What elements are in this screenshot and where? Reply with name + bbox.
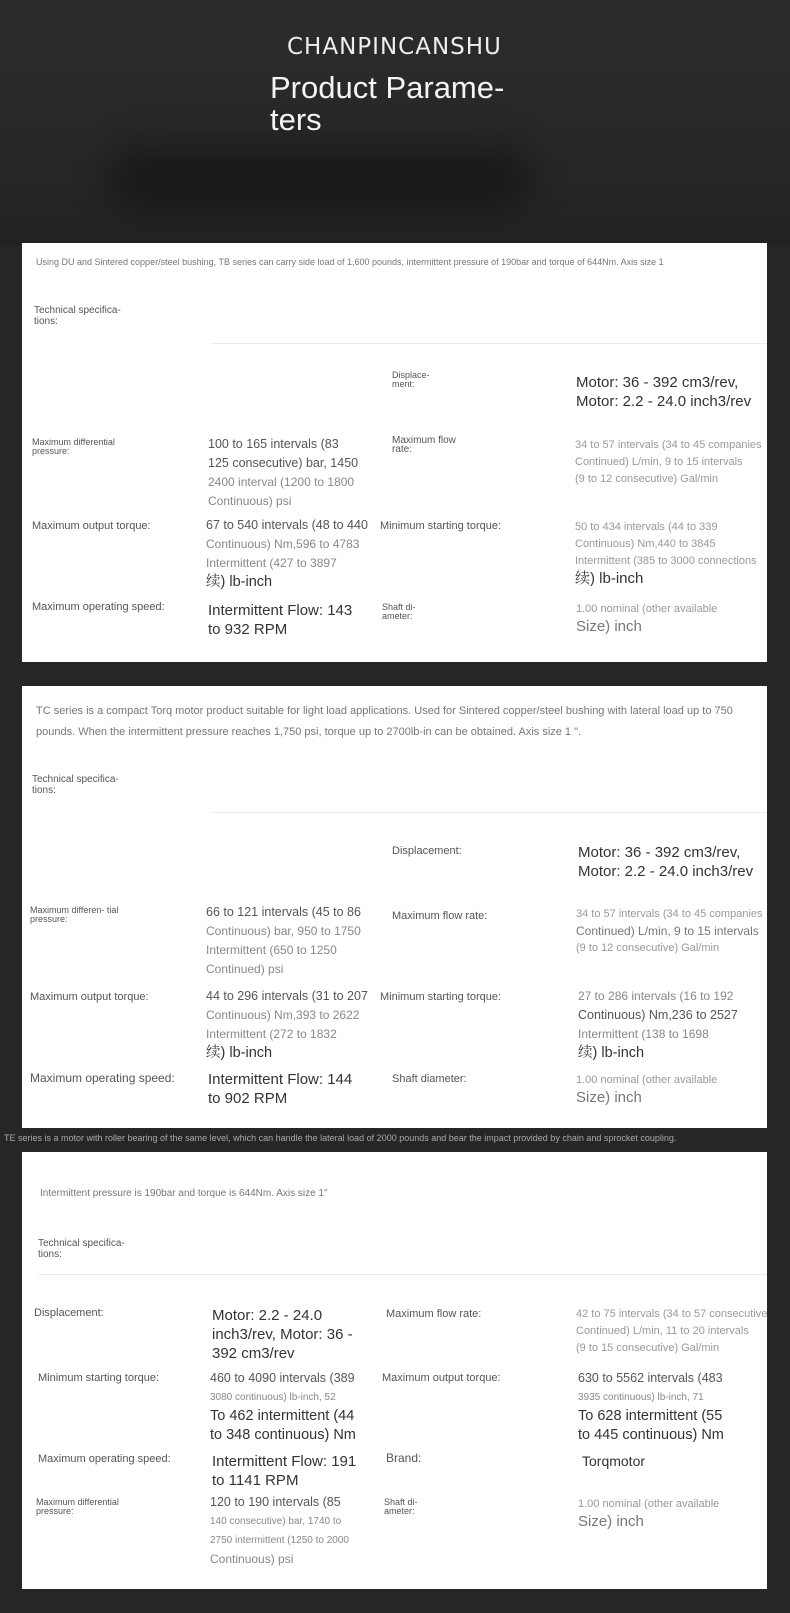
tb-series-card (22, 243, 767, 662)
tb-shaft-diameter-value: 1.00 nominal (other available Size) inch (576, 603, 718, 635)
te-displacement-value: Motor: 2.2 - 24.0 inch3/rev, Motor: 36 - 392 cm3/rev (212, 1307, 353, 1362)
tc-max-diff-pressure-label: Maximum differen- tial pressure: (30, 905, 119, 924)
te-displacement-label: Displacement: (34, 1307, 104, 1319)
tc-intro-text: TC series is a compact Torq motor product suitable for light load applications. Used for Sintered copper/steel bushing with lateral load up to 750 pounds. When the intermittent pressure reaches 1,750 psi, torque up to 2700lb-in can be obtained. Axis size 1 ". (36, 705, 733, 738)
tc-shaft-diameter-value: 1.00 nominal (other available Size) inch (576, 1074, 718, 1106)
tb-intro-text: Using DU and Sintered copper/steel bushing, TB series can carry side load of 1,600 pounds, intermittent pressure of 190bar and torque of 644Nm. Axis size 1 (36, 257, 664, 267)
tc-tech-spec-label: Technical specifica- tions: (32, 774, 119, 796)
tc-max-flow-rate-value: 34 to 57 intervals (34 to 45 companies Continued) L/min, 9 to 15 intervals (9 to 12 consecutive) Gal/min (576, 908, 763, 954)
te-shaft-diameter-label: Shaft di- ameter: (384, 1497, 418, 1516)
te-divider (38, 1274, 767, 1275)
tb-max-diff-pressure-label: Maximum differential pressure: (32, 437, 115, 456)
te-intro-text: Intermittent pressure is 190bar and torque is 644Nm. Axis size 1" (40, 1188, 328, 1199)
tb-divider (212, 343, 767, 344)
tc-max-diff-pressure-value: 66 to 121 intervals (45 to 86 Continuous) bar, 950 to 1750 Intermittent (650 to 1250 Continued) psi (206, 905, 361, 976)
tb-displacement-label: Displace- ment: (392, 370, 430, 389)
te-max-output-torque-value: 630 to 5562 intervals (483 3935 continuous) lb-inch, 71 To 628 intermittent (55 to 445 continuous) Nm (578, 1371, 724, 1443)
tc-max-output-torque-value: 44 to 296 intervals (31 to 207 Continuous) Nm,393 to 2622 Intermittent (272 to 1832 续) lb-inch (206, 989, 368, 1061)
page-title: Product Parame- ters (270, 70, 505, 137)
tc-max-speed-value: Intermittent Flow: 144 to 902 RPM (208, 1071, 353, 1107)
tb-displacement-value: Motor: 36 - 392 cm3/rev, Motor: 2.2 - 24.0 inch3/rev (576, 374, 752, 410)
te-max-diff-pressure-value: 120 to 190 intervals (85 140 consecutive) bar, 1740 to 2750 intermittent (1250 to 2000 Continuous) psi (210, 1495, 349, 1566)
tc-series-card (22, 686, 767, 1128)
tb-shaft-diameter-label: Shaft di- ameter: (382, 602, 416, 621)
tc-displacement-label: Displacement: (392, 845, 462, 857)
header-shadow (110, 148, 530, 208)
tc-displacement-value: Motor: 36 - 392 cm3/rev, Motor: 2.2 - 24.0 inch3/rev (578, 844, 754, 880)
te-tech-spec-label: Technical specifica- tions: (38, 1238, 125, 1260)
tb-max-speed-label: Maximum operating speed: (32, 601, 165, 613)
tc-min-start-torque-value: 27 to 286 intervals (16 to 192 Continuous) Nm,236 to 2527 Intermittent (138 to 1698 续) lb-inch (578, 989, 738, 1061)
te-min-start-torque-value: 460 to 4090 intervals (389 3080 continuous) lb-inch, 52 To 462 intermittent (44 to 348 continuous) Nm (210, 1371, 356, 1443)
te-notice-text: TE series is a motor with roller bearing of the same level, which can handle the lateral load of 2000 pounds and bear the impact provided by chain and sprocket coupling. (4, 1133, 677, 1143)
tb-min-start-torque-label: Minimum starting torque: (380, 520, 502, 532)
te-max-flow-rate-label: Maximum flow rate: (386, 1308, 482, 1320)
tb-tech-spec-label: Technical specifica- tions: (34, 305, 121, 327)
tc-max-output-torque-label: Maximum output torque: (30, 991, 149, 1003)
te-min-start-torque-label: Minimum starting torque: (38, 1372, 160, 1384)
te-shaft-diameter-value: 1.00 nominal (other available Size) inch (578, 1498, 720, 1530)
tc-shaft-diameter-label: Shaft diameter: (392, 1073, 467, 1085)
te-max-speed-value: Intermittent Flow: 191 to 1141 RPM (212, 1453, 357, 1489)
tb-max-output-torque-label: Maximum output torque: (32, 520, 151, 532)
tb-min-start-torque-value: 50 to 434 intervals (44 to 339 Continuous) Nm,440 to 3845 Intermittent (385 to 3000 connections 续) lb-inch (575, 521, 757, 587)
te-brand-label: Brand: (386, 1451, 422, 1465)
tc-min-start-torque-label: Minimum starting torque: (380, 991, 502, 1003)
tc-max-speed-label: Maximum operating speed: (30, 1071, 175, 1085)
te-max-diff-pressure-label: Maximum differential pressure: (36, 1497, 119, 1516)
tb-max-flow-rate-value: 34 to 57 intervals (34 to 45 companies Continued) L/min, 9 to 15 intervals (9 to 12 consecutive) Gal/min (575, 439, 762, 485)
tb-max-flow-rate-label: Maximum flow rate: (392, 435, 456, 455)
tb-max-diff-pressure-value: 100 to 165 intervals (83 125 consecutive) bar, 1450 2400 interval (1200 to 1800 Continuous) psi (208, 437, 359, 508)
tc-divider (212, 812, 767, 813)
te-max-speed-label: Maximum operating speed: (38, 1453, 171, 1465)
header-pinyin: CHANPINCANSHU (287, 34, 502, 60)
te-max-flow-rate-value: 42 to 75 intervals (34 to 57 consecutive Continued) L/min, 11 to 20 intervals (9 to 15 consecutive) Gal/min (576, 1308, 767, 1354)
te-brand-value: Torqmotor (582, 1453, 646, 1469)
tc-max-flow-rate-label: Maximum flow rate: (392, 910, 488, 922)
tb-max-output-torque-value: 67 to 540 intervals (48 to 440 Continuous) Nm,596 to 4783 Intermittent (427 to 3897 续) lb-inch (206, 518, 368, 590)
te-series-card (22, 1152, 767, 1589)
tb-max-speed-value: Intermittent Flow: 143 to 932 RPM (208, 602, 353, 638)
te-max-output-torque-label: Maximum output torque: (382, 1372, 501, 1384)
